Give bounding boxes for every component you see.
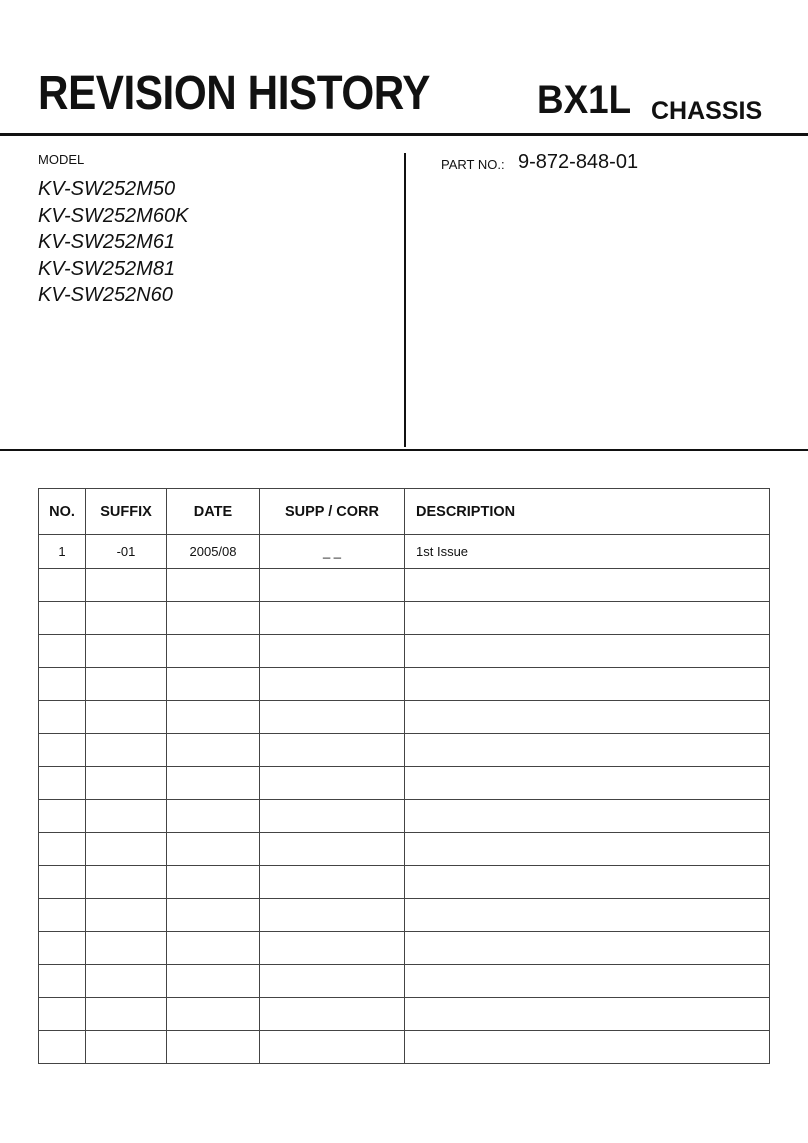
table-header-row xyxy=(39,489,770,535)
model-item: KV-SW252M50 xyxy=(38,178,176,200)
cell-suffix xyxy=(86,767,167,800)
cell-date xyxy=(167,800,260,833)
revision-table xyxy=(38,488,770,1064)
cell-supp-corr xyxy=(260,734,405,767)
cell-suffix xyxy=(86,866,167,899)
cell-supp-corr: _ _ xyxy=(260,535,405,569)
cell-no xyxy=(39,833,86,866)
cell-suffix xyxy=(86,1031,167,1064)
cell-description xyxy=(405,899,770,932)
cell-description xyxy=(405,635,770,668)
table-row-empty xyxy=(39,866,770,899)
table-row-empty xyxy=(39,767,770,800)
model-item: KV-SW252N60 xyxy=(38,284,173,306)
cell-no xyxy=(39,734,86,767)
cell-supp-corr xyxy=(260,767,405,800)
cell-description xyxy=(405,800,770,833)
cell-date xyxy=(167,767,260,800)
model-item: KV-SW252M61 xyxy=(38,231,176,253)
table-row-empty xyxy=(39,635,770,668)
table-row-empty xyxy=(39,932,770,965)
cell-no xyxy=(39,602,86,635)
middle-rule xyxy=(0,449,808,451)
table-row-empty xyxy=(39,998,770,1031)
cell-no xyxy=(39,635,86,668)
cell-date xyxy=(167,635,260,668)
table-row-empty xyxy=(39,602,770,635)
cell-no xyxy=(39,932,86,965)
cell-supp-corr xyxy=(260,965,405,998)
cell-suffix xyxy=(86,668,167,701)
part-number-label: PART NO.: xyxy=(441,157,505,172)
cell-supp-corr xyxy=(260,800,405,833)
cell-no xyxy=(39,701,86,734)
cell-suffix xyxy=(86,569,167,602)
cell-description xyxy=(405,866,770,899)
cell-no xyxy=(39,767,86,800)
table-row-empty xyxy=(39,734,770,767)
table-row-empty xyxy=(39,701,770,734)
cell-date xyxy=(167,932,260,965)
table-row-empty xyxy=(39,569,770,602)
table-row-empty xyxy=(39,800,770,833)
section-divider xyxy=(404,153,406,447)
cell-suffix xyxy=(86,932,167,965)
cell-description xyxy=(405,1031,770,1064)
cell-suffix: -01 xyxy=(86,535,167,569)
cell-date xyxy=(167,602,260,635)
model-item: KV-SW252M81 xyxy=(38,257,176,280)
cell-supp-corr xyxy=(260,998,405,1031)
cell-suffix xyxy=(86,965,167,998)
cell-supp-corr xyxy=(260,701,405,734)
header-description: DESCRIPTION xyxy=(405,489,770,535)
cell-no xyxy=(39,965,86,998)
cell-description: 1st Issue xyxy=(405,535,770,569)
cell-description xyxy=(405,734,770,767)
cell-no: 1 xyxy=(39,535,86,569)
cell-description xyxy=(405,569,770,602)
cell-supp-corr xyxy=(260,602,405,635)
cell-date xyxy=(167,668,260,701)
chassis-label: CHASSIS xyxy=(651,97,763,125)
cell-no xyxy=(39,668,86,701)
cell-supp-corr xyxy=(260,668,405,701)
cell-no xyxy=(39,569,86,602)
cell-no xyxy=(39,899,86,932)
cell-description xyxy=(405,932,770,965)
cell-no xyxy=(39,1031,86,1064)
table-row-empty xyxy=(39,1031,770,1064)
cell-suffix xyxy=(86,833,167,866)
cell-suffix xyxy=(86,635,167,668)
table-row-empty xyxy=(39,965,770,998)
cell-suffix xyxy=(86,602,167,635)
cell-supp-corr xyxy=(260,899,405,932)
cell-suffix xyxy=(86,701,167,734)
part-number-value: 9-872-848-01 xyxy=(518,151,639,173)
table-row-empty xyxy=(39,833,770,866)
cell-description xyxy=(405,701,770,734)
cell-date xyxy=(167,899,260,932)
chassis-code: BX1L xyxy=(537,78,632,122)
cell-suffix xyxy=(86,734,167,767)
table-row-empty xyxy=(39,899,770,932)
cell-date xyxy=(167,734,260,767)
cell-description xyxy=(405,833,770,866)
header-suffix: SUFFIX xyxy=(86,489,167,535)
top-rule xyxy=(0,133,808,136)
header-no: NO. xyxy=(39,489,86,535)
model-list xyxy=(38,176,188,309)
header-date: DATE xyxy=(167,489,260,535)
model-label: MODEL xyxy=(38,152,85,167)
cell-description xyxy=(405,965,770,998)
table-row-empty xyxy=(39,668,770,701)
cell-date xyxy=(167,833,260,866)
cell-date xyxy=(167,965,260,998)
cell-supp-corr xyxy=(260,569,405,602)
cell-no xyxy=(39,800,86,833)
cell-date: 2005/08 xyxy=(167,535,260,569)
cell-description xyxy=(405,998,770,1031)
page-title: REVISION HISTORY xyxy=(38,67,430,120)
cell-supp-corr xyxy=(260,833,405,866)
cell-date xyxy=(167,866,260,899)
model-item: KV-SW252M60K xyxy=(38,204,189,227)
cell-date xyxy=(167,701,260,734)
cell-supp-corr xyxy=(260,1031,405,1064)
cell-no xyxy=(39,866,86,899)
cell-description xyxy=(405,602,770,635)
cell-suffix xyxy=(86,899,167,932)
cell-supp-corr xyxy=(260,866,405,899)
header-supp-corr: SUPP / CORR xyxy=(260,489,405,535)
cell-date xyxy=(167,569,260,602)
cell-supp-corr xyxy=(260,635,405,668)
cell-date xyxy=(167,1031,260,1064)
cell-suffix xyxy=(86,800,167,833)
cell-supp-corr xyxy=(260,932,405,965)
cell-suffix xyxy=(86,998,167,1031)
cell-description xyxy=(405,668,770,701)
cell-date xyxy=(167,998,260,1031)
cell-no xyxy=(39,998,86,1031)
table-row xyxy=(39,535,770,569)
cell-description xyxy=(405,767,770,800)
